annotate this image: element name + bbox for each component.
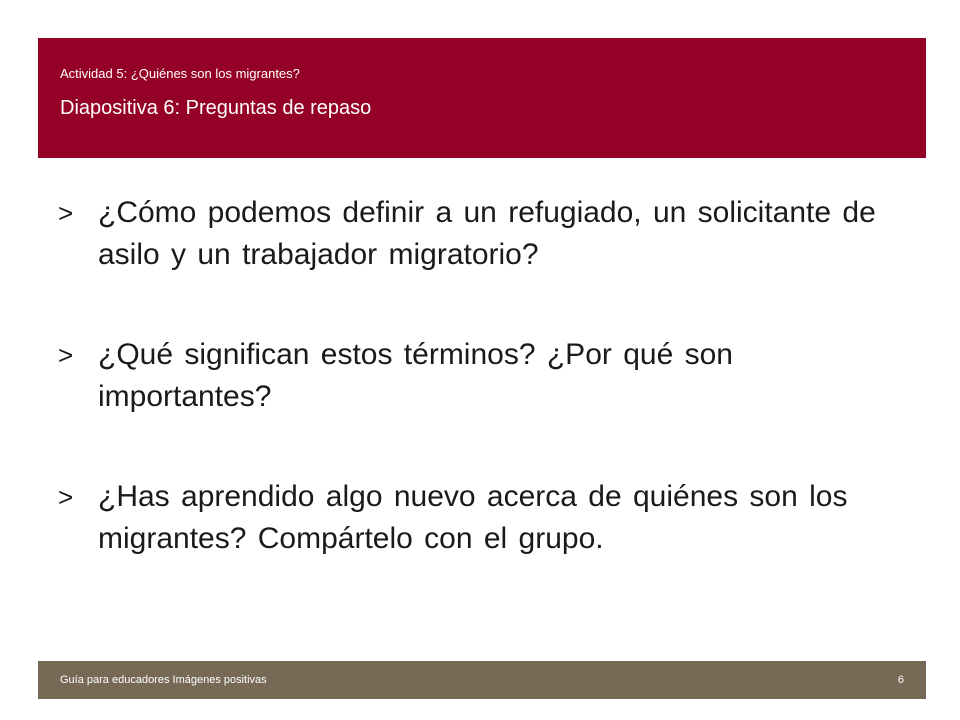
question-item [58, 334, 888, 418]
header-band [38, 38, 926, 158]
bullet-marker: > [58, 198, 74, 228]
question-item [58, 476, 888, 560]
question-text: ¿Has aprendido algo nuevo acerca de quiénes son los migrantes? Compártelo con el grupo. [98, 480, 848, 555]
slide-title: Diapositiva 6: Preguntas de repaso [60, 97, 372, 119]
activity-label: Actividad 5: ¿Quiénes son los migrantes? [60, 66, 300, 81]
bullet-marker: > [58, 482, 74, 512]
question-item [58, 192, 888, 276]
question-list [58, 192, 888, 618]
page-number: 6 [897, 674, 904, 686]
question-text: ¿Cómo podemos definir a un refugiado, un solicitante de asilo y un trabajador migratorio? [98, 196, 876, 271]
question-text: ¿Qué significan estos términos? ¿Por qué son importantes? [98, 338, 733, 413]
footer-text: Guía para educadores Imágenes positivas [60, 674, 267, 686]
footer-band [38, 661, 926, 699]
bullet-marker: > [58, 340, 74, 370]
